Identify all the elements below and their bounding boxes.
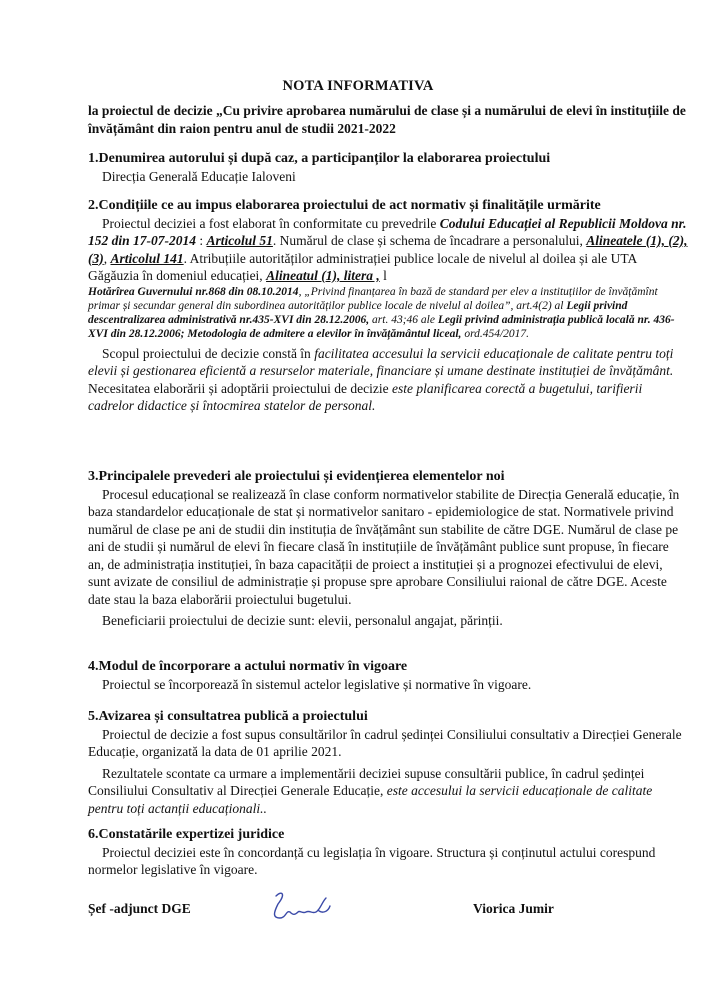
section-2-paragraph-4: Necesitatea elaborării și adoptării proiectului de decizie este planificarea corectă a bugetului, tarifierii cadrelor didactice și întocmirea statelor de personal.	[88, 380, 643, 413]
section-6-heading: 6.Constatările expertizei juridice	[88, 827, 285, 842]
section-6	[88, 826, 688, 879]
section-3-paragraph-2: Beneficiarii proiectului de decizie sunt: elevii, personalul angajat, părinții.	[102, 613, 503, 628]
section-5-heading: 5.Avizarea și consultatrea publică a proiectului	[88, 709, 368, 724]
section-3-heading: 3.Principalele prevederi ale proiectului și evidențierea elementelor noi	[88, 469, 505, 484]
section-5	[88, 708, 688, 817]
document-title: NOTA INFORMATIVA	[282, 78, 434, 94]
section-4-heading: 4.Modul de încorporare a actului normativ în vigoare	[88, 659, 408, 674]
section-3	[88, 468, 688, 630]
section-4	[88, 658, 688, 693]
signatory-name: Viorica Jumir	[473, 901, 554, 916]
section-5-paragraph-2: Rezultatele scontate ca urmare a implementării deciziei supuse consultării publice, în cadrul ședinței Consiliului Consultativ al Direcției Generale Educație, este accesului la servicii educaționale de calitate pentru toți actanții educaționali..	[88, 765, 653, 816]
section-2-paragraph-3: Scopul proiectului de decizie constă în facilitatea accesului la servicii educaționale de calitate pentru toți elevii și gestionarea eficientă a resurselor materiale, financiare și umane destinate instituției de învățământ.	[88, 345, 674, 378]
section-1-heading: 1.Denumirea autorului și după caz, a participanților la elaborarea proiectului	[88, 151, 551, 166]
section-2-paragraph-2: Hotărîrea Guvernului nr.868 din 08.10.2014, „Privind finanțarea în bază de standard per elev a instituțiilor de învățămînt primar și secundar general din subordinea autorităților publice locale de nivelul al doilea”, art.4(2) al Legii privind descentralizarea administrativă nr.435-XVI din 28.12.2006, art. 43;46 ale Legii privind administrația publică locală nr. 436-XVI din 28.12.2006; Metodologia de admitere a elevilor în învățământul liceal, ord.454/2017.	[88, 285, 675, 340]
section-2	[88, 197, 688, 415]
handwritten-signature	[262, 888, 334, 928]
section-2-heading: 2.Condițiile ce au impus elaborarea proiectului de act normativ și finalitățile urmărite	[88, 198, 601, 213]
section-6-text: Proiectul deciziei este în concordanță cu legislația în vigoare. Structura și conținutul actului corespund normelor legislative în vigoare.	[88, 844, 656, 877]
section-4-text: Proiectul se încorporează în sistemul actelor legislative și normative în vigoare.	[102, 676, 532, 692]
section-1-text: Direcția Generală Educație Ialoveni	[102, 168, 296, 184]
section-5-paragraph-1: Proiectul de decizie a fost supus consultărilor în cadrul ședinței Consiliului consultativ a Direcției Generale Educație, organizată la data de 01 aprilie 2021.	[88, 726, 682, 759]
section-1	[88, 150, 688, 185]
section-3-paragraph-1: Procesul educațional se realizează în clase conform normativelor stabilite de Direcția Generală educație, în baza standardelor educaționale de stat și normativelor sanitaro - epidemiologice de stat. Normativele privind numărul de clase pe ani de studii din instituția de învățământ sun stabilite de către DGE. Numărul de clase pe ani de studii și numărul de elevi în fiecare clasă în instituțiile de învățământ publice sunt propuse, în fiecare an, de administrația instituției, în baza capacității de proiect a instituției și a prognozei efectivului de elevi, sunt avizate de consiliul de administrație și propuse spre aprobare Consiliului raional de către DGE. Aceste date stau la baza elaborării proiectului bugetului.	[88, 486, 680, 607]
section-2-paragraph-1: Proiectul deciziei a fost elaborat în conformitate cu prevedrile Codului Educației al Republicii Moldova nr. 152 din 17-07-2014 : Articolul 51. Numărul de clase și schema de încadrare a personalului, Alineatele (1), (2), (3), Articolul 141. Atribuțiile autorităților administrației publice locale de nivelul al doilea și ale UTA Găgăuzia în domeniul educației, Alineatul (1), litera , l	[88, 215, 688, 283]
document-subject: la proiectul de decizie „Cu privire aprobarea numărului de clase și a numărului de elevi în instituțiile de învățământ din raion pentru anul de studii 2021-2022	[88, 103, 686, 136]
signatory-role: Șef -adjunct DGE	[88, 901, 191, 916]
